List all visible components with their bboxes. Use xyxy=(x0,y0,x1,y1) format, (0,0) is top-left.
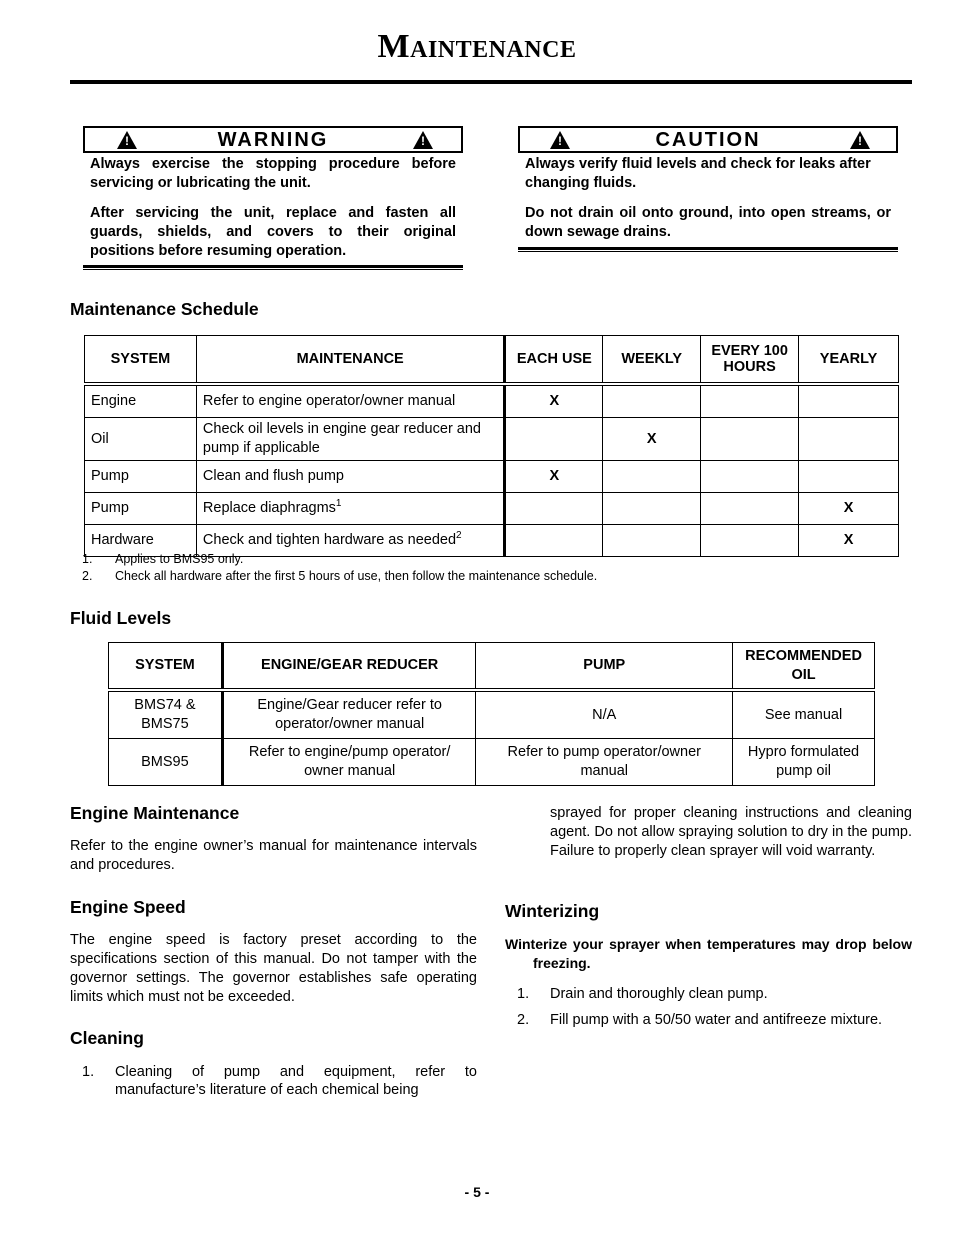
schedule-mark-cell xyxy=(603,525,701,557)
schedule-col-header: YEARLY xyxy=(799,336,899,385)
list-item xyxy=(517,985,912,1005)
schedule-mark-cell: X xyxy=(505,461,603,493)
schedule-mark-cell xyxy=(603,384,701,418)
winterizing-step-num: 1. xyxy=(517,986,530,1002)
fluid-col-header: SYSTEM xyxy=(109,643,223,691)
page-title: Maintenance xyxy=(377,28,577,65)
warning-label: WARNING xyxy=(217,129,329,151)
schedule-mark-cell: X xyxy=(799,493,899,525)
fluid-pump-cell: Refer to pump operator/owner manual xyxy=(476,739,733,786)
fluid-heading: Fluid Levels xyxy=(70,608,172,628)
schedule-mark-cell xyxy=(701,461,799,493)
caution-left-icon: ! xyxy=(550,131,570,149)
schedule-col-header: SYSTEM xyxy=(85,336,197,385)
warning-text-1: Always exercise the stopping procedure before servicing or lubricating the unit. xyxy=(90,156,456,191)
warning-text-2: After servicing the unit, replace and fasten all guards, shields, and covers to their original positions before resuming operation. xyxy=(90,205,456,259)
schedule-system-cell: Hardware xyxy=(85,525,197,557)
fluid-oil-cell: See manual xyxy=(733,690,875,739)
schedule-system-cell: Pump xyxy=(85,461,197,493)
engine-speed-heading: Engine Speed xyxy=(70,897,186,917)
schedule-system-cell: Oil xyxy=(85,418,197,461)
winterizing-step-text: Drain and thoroughly clean pump. xyxy=(550,986,768,1002)
list-item xyxy=(517,1011,912,1031)
caution-box xyxy=(518,126,898,252)
schedule-system-cell: Pump xyxy=(85,493,197,525)
schedule-mark-cell xyxy=(701,384,799,418)
warning-bottom-rule xyxy=(83,265,463,270)
schedule-task-cell xyxy=(196,493,505,525)
schedule-mark-cell xyxy=(799,418,899,461)
fluid-system-cell: BMS74 & BMS75 xyxy=(109,690,223,739)
schedule-task-cell: Refer to engine operator/owner manual xyxy=(196,384,505,418)
winterizing-heading: Winterizing xyxy=(505,901,600,921)
winterizing-step-num: 2. xyxy=(517,1012,530,1028)
table-row xyxy=(109,739,875,786)
fluid-oil-cell: Hypro formulated pump oil xyxy=(733,739,875,786)
schedule-task-text: Replace diaphragms xyxy=(202,500,336,516)
schedule-task-cell: Check oil levels in engine gear reducer and pump if applicable xyxy=(196,418,505,461)
schedule-col-header: EVERY 100 HOURS xyxy=(701,336,799,385)
footnote-ref: 1 xyxy=(335,498,342,510)
table-row xyxy=(85,384,899,418)
schedule-task-text: Check and tighten hardware as needed xyxy=(202,532,457,548)
footnote-text: Applies to BMS95 only. xyxy=(115,552,244,566)
warning-left-icon: ! xyxy=(117,131,137,149)
fluid-header-row xyxy=(109,643,875,691)
caution-header xyxy=(518,126,898,153)
warning-box xyxy=(83,126,463,270)
cleaning-step-continued: sprayed for proper cleaning instructions and cleaning agent. Do not allow spraying solution to dry in the pump. Failure to properly clean sprayer will void warranty. xyxy=(550,805,912,859)
schedule-mark-cell: X xyxy=(603,418,701,461)
engine-maintenance-heading: Engine Maintenance xyxy=(70,803,240,823)
page-number: - 5 - xyxy=(464,1184,490,1200)
schedule-mark-cell xyxy=(701,493,799,525)
caution-right-icon: ! xyxy=(850,131,870,149)
table-row xyxy=(85,493,899,525)
winterizing-note: Winterize your sprayer when temperatures may drop below freezing. xyxy=(505,936,912,971)
schedule-system-cell: Engine xyxy=(85,384,197,418)
footnote-ref: 2 xyxy=(456,530,462,542)
fluid-pump-cell: N/A xyxy=(476,690,733,739)
footnote-text: Check all hardware after the first 5 hours of use, then follow the maintenance schedule. xyxy=(115,569,598,583)
engine-maintenance-text: Refer to the engine owner’s manual for maintenance intervals and procedures. xyxy=(70,838,477,873)
fluid-table xyxy=(108,642,875,786)
list-item xyxy=(82,1063,477,1103)
schedule-mark-cell xyxy=(799,461,899,493)
schedule-mark-cell: X xyxy=(505,384,603,418)
footnote-num: 1. xyxy=(82,552,93,566)
fluid-col-header: ENGINE/GEAR REDUCER xyxy=(222,643,476,691)
winterizing-step-text: Fill pump with a 50/50 water and antifreeze mixture. xyxy=(550,1012,883,1028)
schedule-mark-cell xyxy=(505,525,603,557)
schedule-task-cell: Clean and flush pump xyxy=(196,461,505,493)
schedule-col-header: EACH USE xyxy=(505,336,603,385)
caution-bottom-rule xyxy=(518,247,898,252)
fluid-engine-cell: Refer to engine/pump operator/ owner manual xyxy=(222,739,476,786)
fluid-col-header: RECOMMENDED OIL xyxy=(733,643,875,691)
schedule-mark-cell: X xyxy=(799,525,899,557)
fluid-col-header: PUMP xyxy=(476,643,733,691)
title-rule xyxy=(70,80,912,84)
cleaning-heading: Cleaning xyxy=(70,1028,144,1048)
schedule-mark-cell xyxy=(603,461,701,493)
engine-speed-text: The engine speed is factory preset according to the specifications section of this manual. Do not tamper with the governor settings. The governor establishes safe operating limits which must not be exceeded. xyxy=(70,932,477,1005)
schedule-mark-cell xyxy=(799,384,899,418)
caution-text-2: Do not drain oil onto ground, into open streams, or down sewage drains. xyxy=(525,205,891,240)
schedule-header-row xyxy=(85,336,899,385)
schedule-mark-cell xyxy=(505,418,603,461)
schedule-mark-cell xyxy=(505,493,603,525)
schedule-mark-cell xyxy=(701,418,799,461)
warning-right-icon: ! xyxy=(413,131,433,149)
warning-header xyxy=(83,126,463,153)
cleaning-step-num: 1. xyxy=(82,1064,95,1080)
schedule-col-header: MAINTENANCE xyxy=(196,336,505,385)
caution-label: CAUTION xyxy=(655,129,761,151)
schedule-mark-cell xyxy=(603,493,701,525)
schedule-mark-cell xyxy=(701,525,799,557)
footnote-num: 2. xyxy=(82,569,93,583)
table-row xyxy=(85,418,899,461)
table-row xyxy=(109,690,875,739)
fluid-engine-cell: Engine/Gear reducer refer to operator/owner manual xyxy=(222,690,476,739)
caution-text-1: Always verify fluid levels and check for leaks after changing fluids. xyxy=(525,156,871,191)
fluid-system-cell: BMS95 xyxy=(109,739,223,786)
table-row xyxy=(85,461,899,493)
schedule-heading: Maintenance Schedule xyxy=(70,299,259,319)
cleaning-step-text: Cleaning of pump and equipment, refer to manufacture’s literature of each chemical being xyxy=(115,1064,477,1098)
schedule-col-header: WEEKLY xyxy=(603,336,701,385)
schedule-table xyxy=(84,335,899,557)
